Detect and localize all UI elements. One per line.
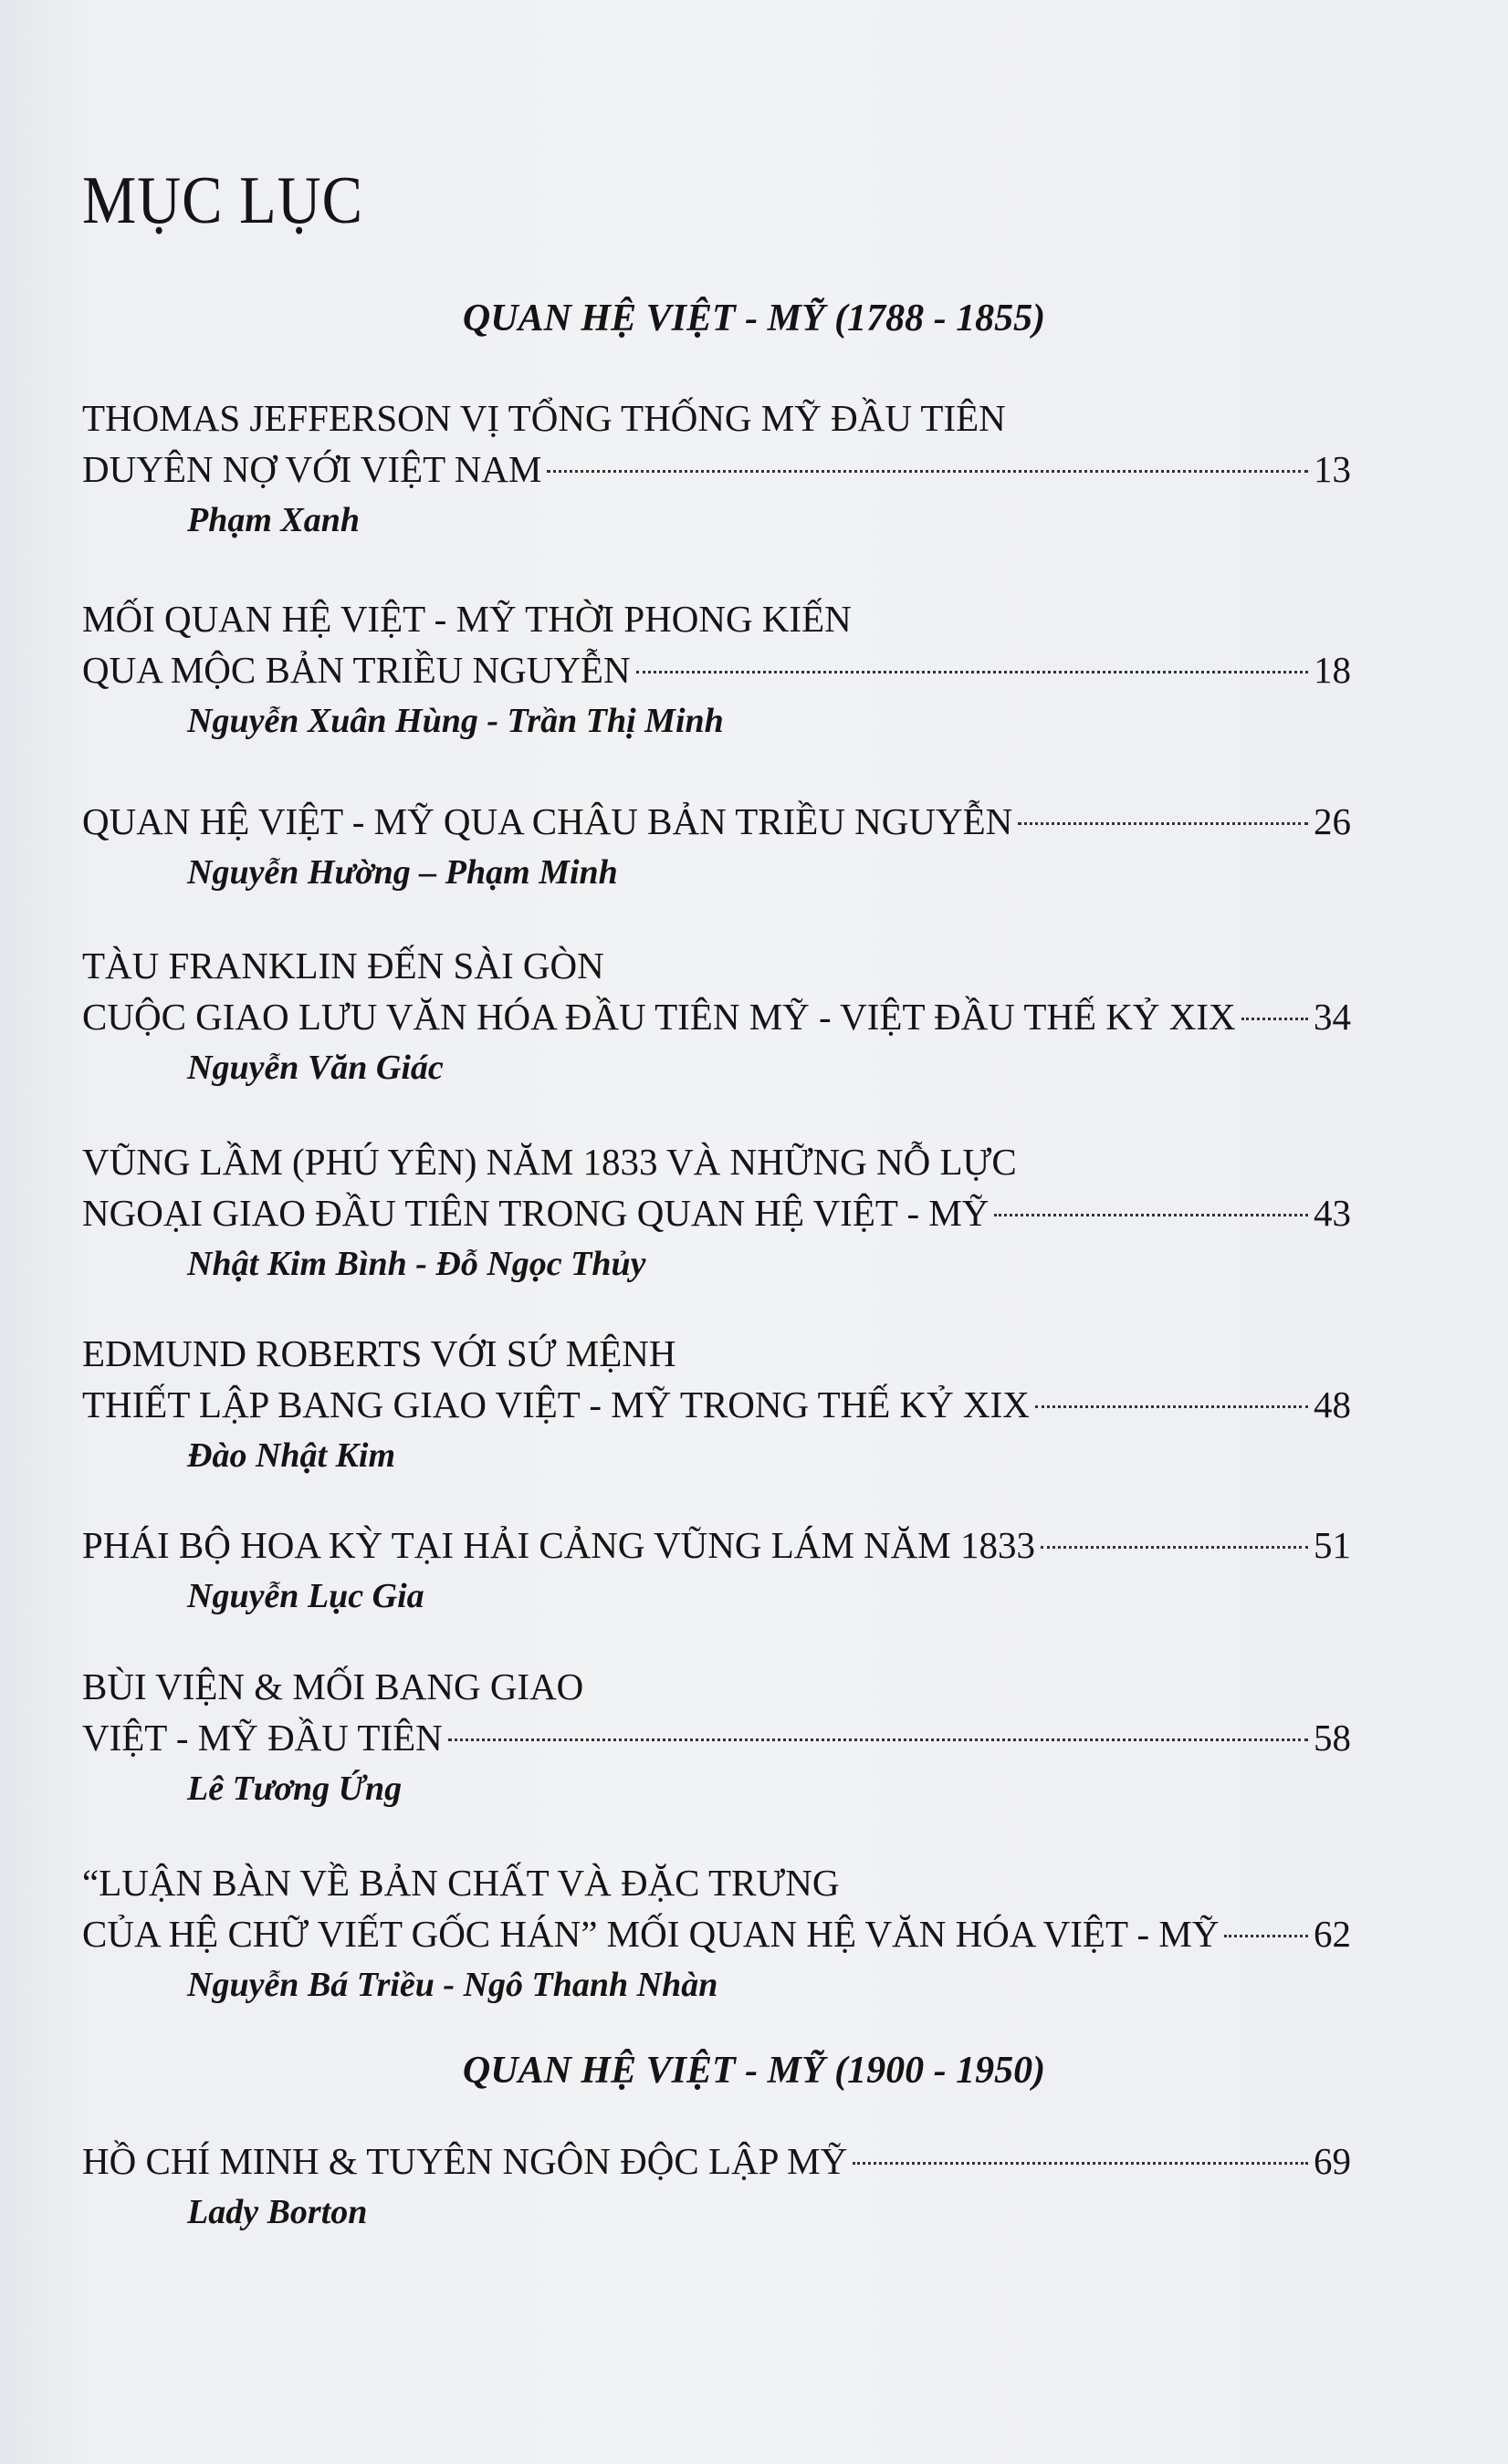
entry-author: Nguyễn Lục Gia <box>187 1577 424 1615</box>
entry-title-leader-line <box>82 991 1351 1042</box>
dot-leader <box>853 2161 1308 2165</box>
page-number: 18 <box>1314 649 1351 691</box>
entry-title-line: “LUẬN BÀN VỀ BẢN CHẤT VÀ ĐẶC TRƯNG <box>82 1862 840 1904</box>
page-title: MỤC LỤC <box>82 163 363 238</box>
entry-title-line: CỦA HỆ CHỮ VIẾT GỐC HÁN” MỐI QUAN HỆ VĂN HÓA VIỆT - MỸ <box>82 1913 1220 1955</box>
page-number: 69 <box>1314 2140 1351 2182</box>
dot-leader <box>1018 821 1308 825</box>
toc-entry <box>82 2135 1351 2238</box>
entry-title-leader-line <box>82 1712 1351 1763</box>
dot-leader <box>547 469 1308 473</box>
toc-entry <box>82 1328 1351 1481</box>
dot-leader <box>1241 1017 1308 1020</box>
entry-author: Đào Nhật Kim <box>187 1436 396 1475</box>
entry-title-leader-line <box>82 2135 1351 2187</box>
toc-entry <box>82 1136 1351 1289</box>
entry-title-leader-line <box>82 796 1351 847</box>
toc-entry <box>82 1857 1351 2010</box>
entry-title-leader-line <box>82 1519 1351 1571</box>
entry-author: Nguyễn Xuân Hùng - Trần Thị Minh <box>187 702 724 740</box>
entry-title-line: PHÁI BỘ HOA KỲ TẠI HẢI CẢNG VŨNG LÁM NĂM 1833 <box>82 1524 1035 1566</box>
section-heading-1788-1855: QUAN HỆ VIỆT - MỸ (1788 - 1855) <box>462 298 1046 339</box>
dot-leader <box>1224 1934 1308 1937</box>
entry-title-line: EDMUND ROBERTS VỚI SỨ MỆNH <box>82 1332 676 1374</box>
entry-author: Nhật Kim Bình - Đỗ Ngọc Thủy <box>187 1245 646 1283</box>
toc-entry <box>82 796 1351 898</box>
page-number: 43 <box>1314 1192 1351 1234</box>
page-number: 58 <box>1314 1717 1351 1759</box>
entry-title-line: BÙI VIỆN & MỐI BANG GIAO <box>82 1665 584 1707</box>
dot-leader <box>636 670 1308 673</box>
dot-leader <box>448 1738 1308 1741</box>
page-number: 48 <box>1314 1383 1351 1425</box>
entry-author: Phạm Xanh <box>187 501 361 539</box>
entry-title-line: TÀU FRANKLIN ĐẾN SÀI GÒN <box>82 945 604 987</box>
dot-leader <box>1041 1545 1308 1549</box>
entry-title-line: HỒ CHÍ MINH & TUYÊN NGÔN ĐỘC LẬP MỸ <box>82 2140 848 2182</box>
entry-title-leader-line <box>82 1908 1351 1959</box>
page-number: 13 <box>1314 448 1351 490</box>
entry-title-line: THIẾT LẬP BANG GIAO VIỆT - MỸ TRONG THẾ KỶ XIX <box>82 1383 1030 1425</box>
entry-title-line: VŨNG LẦM (PHÚ YÊN) NĂM 1833 VÀ NHỮNG NỖ LỰC <box>82 1141 1017 1183</box>
entry-title-line: DUYÊN NỢ VỚI VIỆT NAM <box>82 448 542 490</box>
entry-author: Nguyễn Hường – Phạm Minh <box>187 853 618 892</box>
section-heading-1900-1950: QUAN HỆ VIỆT - MỸ (1900 - 1950) <box>462 2050 1046 2092</box>
entry-title-line: CUỘC GIAO LƯU VĂN HÓA ĐẦU TIÊN MỸ - VIỆT ĐẦU THẾ KỶ XIX <box>82 996 1236 1038</box>
entry-title-leader-line <box>82 1379 1351 1430</box>
page-number: 26 <box>1314 800 1351 842</box>
toc-entry <box>82 1661 1351 1814</box>
dot-leader <box>1035 1404 1308 1408</box>
entry-title-line: QUAN HỆ VIỆT - MỸ QUA CHÂU BẢN TRIỀU NGUYỄN <box>82 800 1013 842</box>
entry-title-line: VIỆT - MỸ ĐẦU TIÊN <box>82 1717 443 1759</box>
toc-entry <box>82 940 1351 1093</box>
entry-author: Nguyễn Văn Giác <box>187 1049 444 1087</box>
entry-title-line: NGOẠI GIAO ĐẦU TIÊN TRONG QUAN HỆ VIỆT - MỸ <box>82 1192 990 1234</box>
page-number: 51 <box>1314 1524 1351 1566</box>
page-number: 62 <box>1314 1913 1351 1955</box>
entry-title-leader-line <box>82 444 1351 495</box>
page-number: 34 <box>1314 996 1351 1038</box>
entry-title-line: MỐI QUAN HỆ VIỆT - MỸ THỜI PHONG KIẾN <box>82 598 852 640</box>
toc-entry <box>82 392 1351 546</box>
entry-title-line: THOMAS JEFFERSON VỊ TỔNG THỐNG MỸ ĐẦU TIÊN <box>82 397 1006 439</box>
entry-author: Lady Borton <box>187 2193 368 2231</box>
toc-entry <box>82 593 1351 747</box>
entry-author: Lê Tương Ứng <box>187 1770 403 1808</box>
entry-title-leader-line <box>82 1187 1351 1238</box>
dot-leader <box>994 1213 1308 1216</box>
entry-title-leader-line <box>82 644 1351 695</box>
entry-title-line: QUA MỘC BẢN TRIỀU NGUYỄN <box>82 649 631 691</box>
toc-entry <box>82 1519 1351 1622</box>
entry-author: Nguyễn Bá Triều - Ngô Thanh Nhàn <box>187 1966 718 2004</box>
